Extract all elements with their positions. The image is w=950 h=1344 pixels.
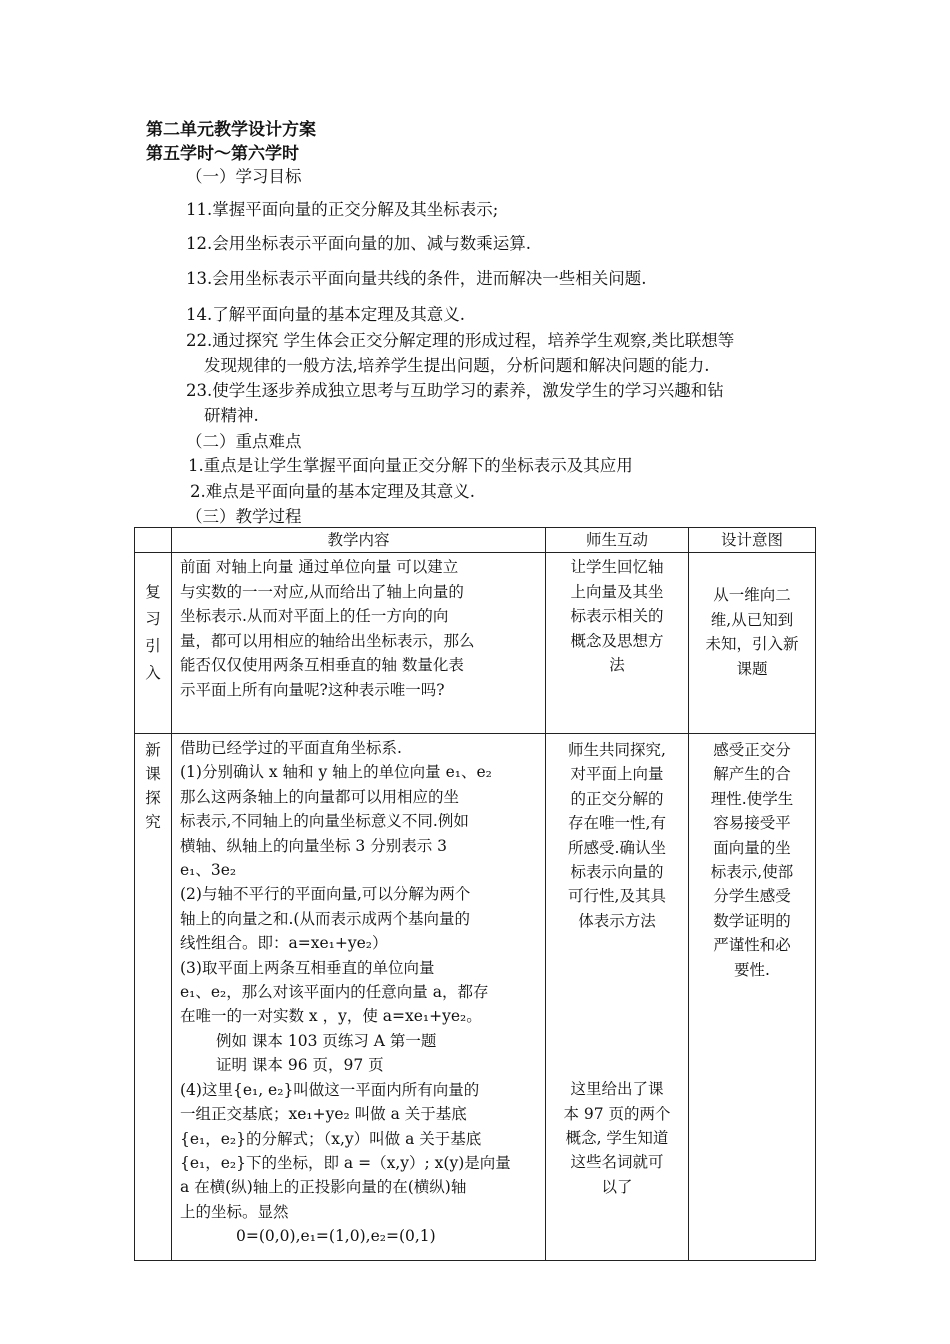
table-row-review xyxy=(135,553,816,734)
objective-item: 13.会用坐标表示平面向量共线的条件，进而解决一些相关问题. xyxy=(186,269,647,288)
review-interaction-cell: 让学生回忆轴 上向量及其坐 标表示相关的 概念及思想方 法 xyxy=(546,553,689,734)
header-content: 教学内容 xyxy=(172,528,546,553)
stage-label-new-lesson: 新 课 探 究 xyxy=(135,734,172,1261)
section-process-heading: （三）教学过程 xyxy=(186,507,302,526)
new-lesson-intent-cell: 感受正交分 解产生的合 理性.使学生 容易接受平 面向量的坐 标表示,使部 分学生感受 数学证明的 严谨性和必 要性. xyxy=(689,734,816,1261)
section-keypoints-heading: （二）重点难点 xyxy=(186,432,302,451)
doc-subtitle: 第五学时～第六学时 xyxy=(146,144,299,164)
doc-title: 第二单元教学设计方案 xyxy=(146,120,316,140)
objective-item-continued: 研精神. xyxy=(204,406,259,425)
objective-item: 22.通过探究 学生体会正交分解定理的形成过程，培养学生观察,类比联想等 xyxy=(186,331,735,350)
objective-item: 14.了解平面向量的基本定理及其意义. xyxy=(186,305,465,324)
teaching-process-table xyxy=(134,527,816,1261)
table-header-row xyxy=(135,528,816,553)
objective-item-continued: 发现规律的一般方法,培养学生提出问题，分析问题和解决问题的能力. xyxy=(204,356,710,375)
header-empty-cell xyxy=(135,528,172,553)
table-row-new-lesson xyxy=(135,734,816,1261)
new-lesson-content-cell: 借助已经学过的平面直角坐标系. (1)分别确认 x 轴和 y 轴上的单位向量 e₁、e₂ 那么这两条轴上的向量都可以用相应的坐 标表示,不同轴上的向量坐标意义不同.例如 横轴、纵轴上的向量坐标 3 分别表示 3 e₁、3e₂ (2)与轴不平行的平面向量,可以分解为两个 轴上的向量之和.(从而表示成两个基向量的 线性组合。即：a=xe₁+ye₂） (3)取平面上两条互相垂直的单位向量 e₁、e₂，那么对该平面内的任意向量 a，都存 在唯一的一对实数 x ，y，使 a=xe₁+ye₂。 例如 课本 103 页练习 A 第一题 证明 课本 96 页，97 页 (4)这里{e₁, e₂}叫做这一平面内所有向量的 一组正交基底；xe₁+ye₂ 叫做 a 关于基底 {e₁，e₂}的分解式；（x,y）叫做 a 关于基底 {e₁，e₂}下的坐标，即 a =（x,y）; x(y)是向量 a 在横(纵)轴上的正投影向量的在(横纵)轴 上的坐标。显然 0=(0,0),e₁=(1,0),e₂=(0,1) xyxy=(172,734,546,1261)
keypoint-item: 2.难点是平面向量的基本定理及其意义. xyxy=(190,482,475,501)
review-intent-cell: 从一维向二 维,从已知到 未知，引入新 课题 xyxy=(689,553,816,734)
stage-label-review: 复 习 引 入 xyxy=(135,553,172,734)
objective-item: 23.使学生逐步养成独立思考与互助学习的素养，激发学生的学习兴趣和钻 xyxy=(186,381,724,400)
objective-item: 11.掌握平面向量的正交分解及其坐标表示; xyxy=(186,200,499,219)
objective-item: 12.会用坐标表示平面向量的加、减与数乘运算. xyxy=(186,234,531,253)
section-objectives-heading: （一）学习目标 xyxy=(186,167,302,186)
header-interaction: 师生互动 xyxy=(546,528,689,553)
new-lesson-interaction-cell: 师生共同探究, 对平面上向量 的正交分解的 存在唯一性,有 所感受.确认坐 标表示向量的 可行性,及其具 体表示方法 这里给出了课 本 97 页的两个 概念, 学生知道 这些名词就可 以了 xyxy=(546,734,689,1261)
review-content-cell: 前面 对轴上向量 通过单位向量 可以建立 与实数的一一对应,从而给出了轴上向量的 坐标表示.从而对平面上的任一方向的向 量，都可以用相应的轴给出坐标表示，那么 能否仅仅使用两条互相垂直的轴 数量化表 示平面上所有向量呢?这种表示唯一吗? xyxy=(172,553,546,734)
keypoint-item: 1.重点是让学生掌握平面向量正交分解下的坐标表示及其应用 xyxy=(188,456,633,475)
header-intent: 设计意图 xyxy=(689,528,816,553)
